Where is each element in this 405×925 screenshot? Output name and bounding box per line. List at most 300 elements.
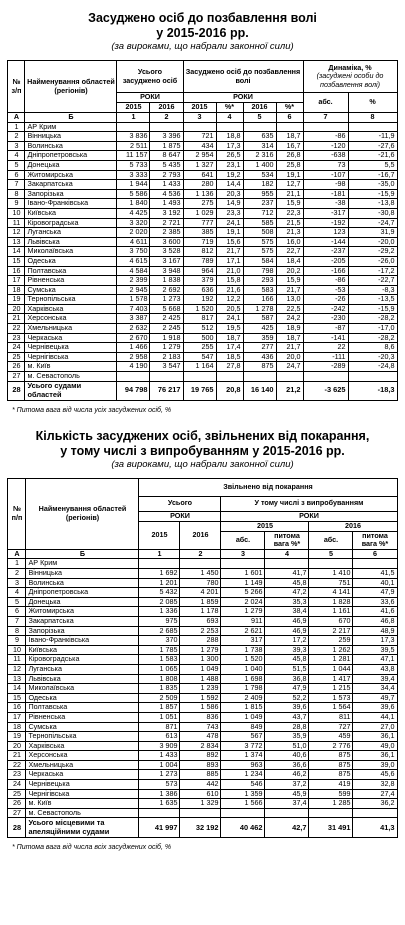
row-number: 3: [8, 141, 25, 151]
row-number: 16: [8, 266, 25, 276]
region-name: Львівська: [26, 674, 139, 684]
value-cell: 1 815: [221, 703, 265, 713]
value-cell: 20,2: [276, 266, 303, 276]
value-cell: 19,1: [216, 228, 243, 238]
value-cell: 3 836: [117, 132, 150, 142]
value-cell: -26: [303, 295, 348, 305]
table-row: [8, 266, 397, 276]
column-index-cell: 3: [221, 549, 265, 559]
region-name: Волинська: [26, 578, 139, 588]
region-name: Чернівецька: [25, 343, 117, 353]
value-cell: 1 049: [180, 664, 221, 674]
row-number: 4: [8, 588, 26, 598]
t2-header-roki: РОКИ: [221, 511, 397, 521]
value-cell: 442: [180, 780, 221, 790]
value-cell: [353, 808, 397, 818]
region-name: Вінницька: [26, 569, 139, 579]
table-row: [8, 722, 397, 732]
value-cell: 1 386: [139, 789, 180, 799]
table-row: [8, 122, 397, 132]
value-cell: -17,2: [348, 266, 397, 276]
total-value: -3 625: [303, 381, 348, 400]
value-cell: [139, 808, 180, 818]
value-cell: 280: [183, 180, 216, 190]
t2-header-abs: абс.: [221, 531, 265, 549]
value-cell: 379: [183, 276, 216, 286]
t1-header-dynamics: [303, 61, 397, 93]
value-cell: 584: [243, 256, 276, 266]
row-number: 27: [8, 372, 25, 382]
t1-header-no: № з/п: [8, 61, 25, 113]
value-cell: 47,9: [265, 684, 309, 694]
row-number: 23: [8, 770, 26, 780]
value-cell: 39,6: [353, 703, 397, 713]
value-cell: -120: [303, 141, 348, 151]
value-cell: 893: [180, 760, 221, 770]
total-value: 16 140: [243, 381, 276, 400]
value-cell: 975: [139, 616, 180, 626]
table-row: [8, 664, 397, 674]
value-cell: 1 808: [139, 674, 180, 684]
value-cell: 459: [309, 732, 353, 742]
value-cell: 47,2: [265, 588, 309, 598]
value-cell: 1 065: [139, 664, 180, 674]
value-cell: 17,1: [216, 256, 243, 266]
column-index-cell: 2: [150, 113, 183, 123]
row-number: 18: [8, 285, 25, 295]
t1-header-abs: абс.: [303, 93, 348, 113]
value-cell: 20,5: [216, 304, 243, 314]
row-number: 21: [8, 314, 25, 324]
value-cell: 1 586: [180, 703, 221, 713]
value-cell: 23,1: [216, 160, 243, 170]
value-cell: -242: [303, 304, 348, 314]
value-cell: 567: [221, 732, 265, 742]
value-cell: 21,7: [276, 285, 303, 295]
value-cell: 1 279: [221, 607, 265, 617]
t1-header-roki: РОКИ: [183, 93, 303, 103]
value-cell: 1 201: [139, 578, 180, 588]
value-cell: [216, 372, 243, 382]
region-name: Харківська: [25, 304, 117, 314]
value-cell: 5 435: [150, 160, 183, 170]
value-cell: 36,1: [353, 751, 397, 761]
value-cell: -22,7: [348, 276, 397, 286]
value-cell: 5 586: [117, 189, 150, 199]
value-cell: 419: [309, 780, 353, 790]
value-cell: 45,9: [265, 789, 309, 799]
value-cell: 1 300: [180, 655, 221, 665]
value-cell: 1 918: [150, 333, 183, 343]
row-number: 7: [8, 616, 26, 626]
table1: [7, 60, 397, 401]
value-cell: 28,8: [265, 722, 309, 732]
value-cell: 36,2: [353, 799, 397, 809]
value-cell: [265, 808, 309, 818]
value-cell: 849: [221, 722, 265, 732]
value-cell: 34,4: [353, 684, 397, 694]
t1-header-2015: 2015: [183, 103, 216, 113]
row-number: 7: [8, 180, 25, 190]
value-cell: 1 040: [221, 664, 265, 674]
value-cell: 3 320: [117, 218, 150, 228]
table-row: [8, 199, 397, 209]
value-cell: 777: [183, 218, 216, 228]
value-cell: 21,0: [216, 266, 243, 276]
value-cell: 2 217: [309, 626, 353, 636]
value-cell: 3 909: [139, 741, 180, 751]
value-cell: 812: [183, 247, 216, 257]
row-number: 2: [8, 569, 26, 579]
value-cell: 4 611: [117, 237, 150, 247]
value-cell: 2 685: [139, 626, 180, 636]
column-index-cell: 1: [139, 549, 180, 559]
value-cell: -38: [303, 199, 348, 209]
value-cell: 2 621: [221, 626, 265, 636]
t1-header-dynamics-sub: (засуджені особи до позбавлення волі): [316, 71, 384, 89]
value-cell: 2 425: [150, 314, 183, 324]
total-value: 76 217: [150, 381, 183, 400]
value-cell: 1 450: [180, 569, 221, 579]
table-row: [8, 703, 397, 713]
value-cell: 18,9: [276, 324, 303, 334]
value-cell: -317: [303, 208, 348, 218]
region-name: АР Крим: [26, 559, 139, 569]
value-cell: 1 136: [183, 189, 216, 199]
value-cell: 798: [243, 266, 276, 276]
column-index-cell: 6: [353, 549, 397, 559]
value-cell: 1 828: [309, 597, 353, 607]
row-number: 9: [8, 199, 25, 209]
value-cell: 16,0: [276, 237, 303, 247]
value-cell: 1 178: [180, 607, 221, 617]
value-cell: 24,2: [276, 314, 303, 324]
row-number: 11: [8, 655, 26, 665]
column-index-cell: А: [8, 113, 25, 123]
value-cell: 4 141: [309, 588, 353, 598]
value-cell: 123: [303, 228, 348, 238]
table-row: [8, 189, 397, 199]
value-cell: 2 945: [117, 285, 150, 295]
value-cell: [243, 122, 276, 132]
value-cell: 721: [183, 132, 216, 142]
region-name: Полтавська: [25, 266, 117, 276]
value-cell: 4 584: [117, 266, 150, 276]
value-cell: -24,8: [348, 362, 397, 372]
value-cell: 21,7: [276, 343, 303, 353]
column-index-row: [8, 549, 397, 559]
value-cell: 22,5: [276, 304, 303, 314]
value-cell: 1 583: [139, 655, 180, 665]
column-index-cell: 5: [309, 549, 353, 559]
total-row: [8, 818, 397, 838]
total-value: 41 997: [139, 818, 180, 838]
row-number: 18: [8, 722, 26, 732]
row-number: 6: [8, 170, 25, 180]
value-cell: 1 433: [150, 180, 183, 190]
value-cell: 1 164: [183, 362, 216, 372]
value-cell: 434: [183, 141, 216, 151]
t2-header-no: № п/п: [8, 478, 26, 549]
value-cell: 288: [180, 636, 221, 646]
value-cell: 1 262: [309, 645, 353, 655]
value-cell: 18,7: [276, 132, 303, 142]
value-cell: -289: [303, 362, 348, 372]
region-name: Вінницька: [25, 132, 117, 142]
value-cell: 2 834: [180, 741, 221, 751]
value-cell: 46,9: [265, 626, 309, 636]
table-row: [8, 732, 397, 742]
value-cell: 1 838: [150, 276, 183, 286]
t1-header-percent: %: [348, 93, 397, 113]
row-number: 10: [8, 208, 25, 218]
table-row: [8, 170, 397, 180]
value-cell: 1 273: [150, 295, 183, 305]
value-cell: 636: [183, 285, 216, 295]
value-cell: 26,8: [276, 151, 303, 161]
table-row: [8, 674, 397, 684]
value-cell: 182: [243, 180, 276, 190]
value-cell: 1 239: [180, 684, 221, 694]
value-cell: 73: [303, 160, 348, 170]
row-number: 8: [8, 626, 26, 636]
t1-header-name: Найменування областей (регіонів): [25, 61, 117, 113]
value-cell: 1 835: [139, 684, 180, 694]
value-cell: 1 400: [243, 160, 276, 170]
t1-header-dynamics-label: Динаміка, %: [328, 62, 372, 72]
region-name: Тернопільська: [26, 732, 139, 742]
value-cell: [303, 372, 348, 382]
value-cell: 500: [183, 333, 216, 343]
region-name: Донецька: [25, 160, 117, 170]
value-cell: 45,8: [265, 655, 309, 665]
column-index-cell: Б: [26, 549, 139, 559]
value-cell: 1 417: [309, 674, 353, 684]
value-cell: 39,5: [353, 645, 397, 655]
total-value: 19 765: [183, 381, 216, 400]
row-number: 9: [8, 636, 26, 646]
value-cell: 20,0: [276, 352, 303, 362]
table-row: [8, 180, 397, 190]
value-cell: 38,4: [265, 607, 309, 617]
value-cell: 1 601: [221, 569, 265, 579]
region-name: Чернігівська: [26, 789, 139, 799]
value-cell: 2 511: [117, 141, 150, 151]
row-number: 12: [8, 664, 26, 674]
value-cell: -24,7: [348, 218, 397, 228]
value-cell: -13,5: [348, 295, 397, 305]
value-cell: 48,9: [353, 626, 397, 636]
column-index-cell: 1: [117, 113, 150, 123]
value-cell: 45,6: [353, 770, 397, 780]
value-cell: 3 600: [150, 237, 183, 247]
value-cell: [303, 122, 348, 132]
value-cell: -98: [303, 180, 348, 190]
region-name: Запорізька: [25, 189, 117, 199]
value-cell: 27,0: [353, 722, 397, 732]
row-number: 25: [8, 352, 25, 362]
t2-header-name: Найменування областей (регіонів): [26, 478, 139, 549]
column-index-cell: 8: [348, 113, 397, 123]
value-cell: -26,0: [348, 256, 397, 266]
value-cell: 964: [183, 266, 216, 276]
row-number: 28: [8, 381, 25, 400]
table2: [7, 478, 397, 839]
table-row: [8, 362, 397, 372]
value-cell: 911: [221, 616, 265, 626]
value-cell: 40,6: [265, 751, 309, 761]
value-cell: 575: [243, 237, 276, 247]
value-cell: 317: [221, 636, 265, 646]
row-number: 27: [8, 808, 26, 818]
value-cell: [183, 122, 216, 132]
value-cell: [309, 808, 353, 818]
value-cell: 32,8: [353, 780, 397, 790]
value-cell: 1 488: [180, 674, 221, 684]
table-row: [8, 626, 397, 636]
value-cell: 635: [243, 132, 276, 142]
region-name: Полтавська: [26, 703, 139, 713]
table-row: [8, 228, 397, 238]
t2-header-probation: У тому числі з випробуванням: [221, 496, 397, 511]
value-cell: 1 692: [139, 569, 180, 579]
value-cell: [117, 122, 150, 132]
value-cell: 22: [303, 343, 348, 353]
value-cell: -35,0: [348, 180, 397, 190]
value-cell: [180, 559, 221, 569]
value-cell: 955: [243, 189, 276, 199]
value-cell: 547: [183, 352, 216, 362]
value-cell: 277: [243, 343, 276, 353]
value-cell: -28,2: [348, 314, 397, 324]
value-cell: 36,1: [353, 732, 397, 742]
value-cell: 2 409: [221, 693, 265, 703]
value-cell: 2 024: [221, 597, 265, 607]
row-number: 26: [8, 362, 25, 372]
value-cell: 1 592: [180, 693, 221, 703]
region-name: Чернівецька: [26, 780, 139, 790]
value-cell: 1 466: [117, 343, 150, 353]
value-cell: 49,7: [353, 693, 397, 703]
value-cell: 1 635: [139, 799, 180, 809]
value-cell: -21,6: [348, 151, 397, 161]
value-cell: [150, 122, 183, 132]
region-name: Хмельницька: [26, 760, 139, 770]
total-label: Усього судами областей: [25, 381, 117, 400]
value-cell: 2 692: [150, 285, 183, 295]
value-cell: 2 776: [309, 741, 353, 751]
value-cell: 26,5: [216, 151, 243, 161]
value-cell: 5 668: [150, 304, 183, 314]
value-cell: 14,9: [216, 199, 243, 209]
value-cell: 15,9: [276, 199, 303, 209]
row-number: 24: [8, 780, 26, 790]
region-name: Тернопільська: [25, 295, 117, 305]
value-cell: -20,0: [348, 237, 397, 247]
value-cell: 1 859: [180, 597, 221, 607]
value-cell: -8,3: [348, 285, 397, 295]
table-row: [8, 132, 397, 142]
table-row: [8, 256, 397, 266]
total-label: Усього місцевими та апеляційними судами: [26, 818, 139, 838]
value-cell: 21,6: [216, 285, 243, 295]
region-name: Кіровоградська: [26, 655, 139, 665]
table-row: [8, 684, 397, 694]
value-cell: 41,5: [353, 569, 397, 579]
value-cell: 2 399: [117, 276, 150, 286]
row-number: 3: [8, 578, 26, 588]
value-cell: -192: [303, 218, 348, 228]
table-row: [8, 578, 397, 588]
region-name: Харківська: [26, 741, 139, 751]
value-cell: 19,2: [216, 170, 243, 180]
value-cell: [276, 372, 303, 382]
value-cell: [183, 372, 216, 382]
total-value: 94 798: [117, 381, 150, 400]
region-name: Луганська: [25, 228, 117, 238]
value-cell: 670: [309, 616, 353, 626]
table-row: [8, 151, 397, 161]
value-cell: 1 278: [243, 304, 276, 314]
t2-header-2015: 2015: [221, 521, 309, 531]
table-row: [8, 372, 397, 382]
value-cell: 3 396: [150, 132, 183, 142]
value-cell: 5 432: [139, 588, 180, 598]
value-cell: 23,3: [216, 208, 243, 218]
region-name: м. Київ: [26, 799, 139, 809]
value-cell: -107: [303, 170, 348, 180]
row-number: 5: [8, 160, 25, 170]
value-cell: 39,0: [353, 760, 397, 770]
row-number: 14: [8, 247, 25, 257]
value-cell: 1 698: [221, 674, 265, 684]
value-cell: 19,1: [276, 170, 303, 180]
value-cell: 51,0: [265, 741, 309, 751]
column-index-row: [8, 113, 397, 123]
row-number: 13: [8, 237, 25, 247]
region-name: Сумська: [26, 722, 139, 732]
value-cell: 1 578: [117, 295, 150, 305]
value-cell: 743: [180, 722, 221, 732]
total-value: 32 192: [180, 818, 221, 838]
value-cell: 46,8: [353, 616, 397, 626]
value-cell: 3 192: [150, 208, 183, 218]
value-cell: 21,5: [276, 218, 303, 228]
value-cell: 1 433: [139, 751, 180, 761]
value-cell: -11,9: [348, 132, 397, 142]
region-name: Запорізька: [26, 626, 139, 636]
value-cell: 1 044: [309, 664, 353, 674]
value-cell: 21,3: [276, 228, 303, 238]
value-cell: -237: [303, 247, 348, 257]
column-index-cell: 7: [303, 113, 348, 123]
value-cell: 192: [183, 295, 216, 305]
table2-title-years: у тому числі з випробуванням у 2015-2016 рр.: [60, 443, 345, 458]
region-name: Житомирська: [25, 170, 117, 180]
column-index-cell: Б: [25, 113, 117, 123]
value-cell: 237: [243, 199, 276, 209]
value-cell: -86: [303, 276, 348, 286]
value-cell: 51,5: [265, 664, 309, 674]
table1-footnote: * Питома вага від числа усіх засуджених осіб, %: [12, 406, 172, 414]
table-row: [8, 770, 397, 780]
table1-title: Засуджено осіб до позбавлення волі: [88, 11, 317, 25]
value-cell: 17,4: [216, 343, 243, 353]
value-cell: 3 528: [150, 247, 183, 257]
value-cell: 35,3: [265, 597, 309, 607]
value-cell: -29,2: [348, 247, 397, 257]
value-cell: 166: [243, 295, 276, 305]
